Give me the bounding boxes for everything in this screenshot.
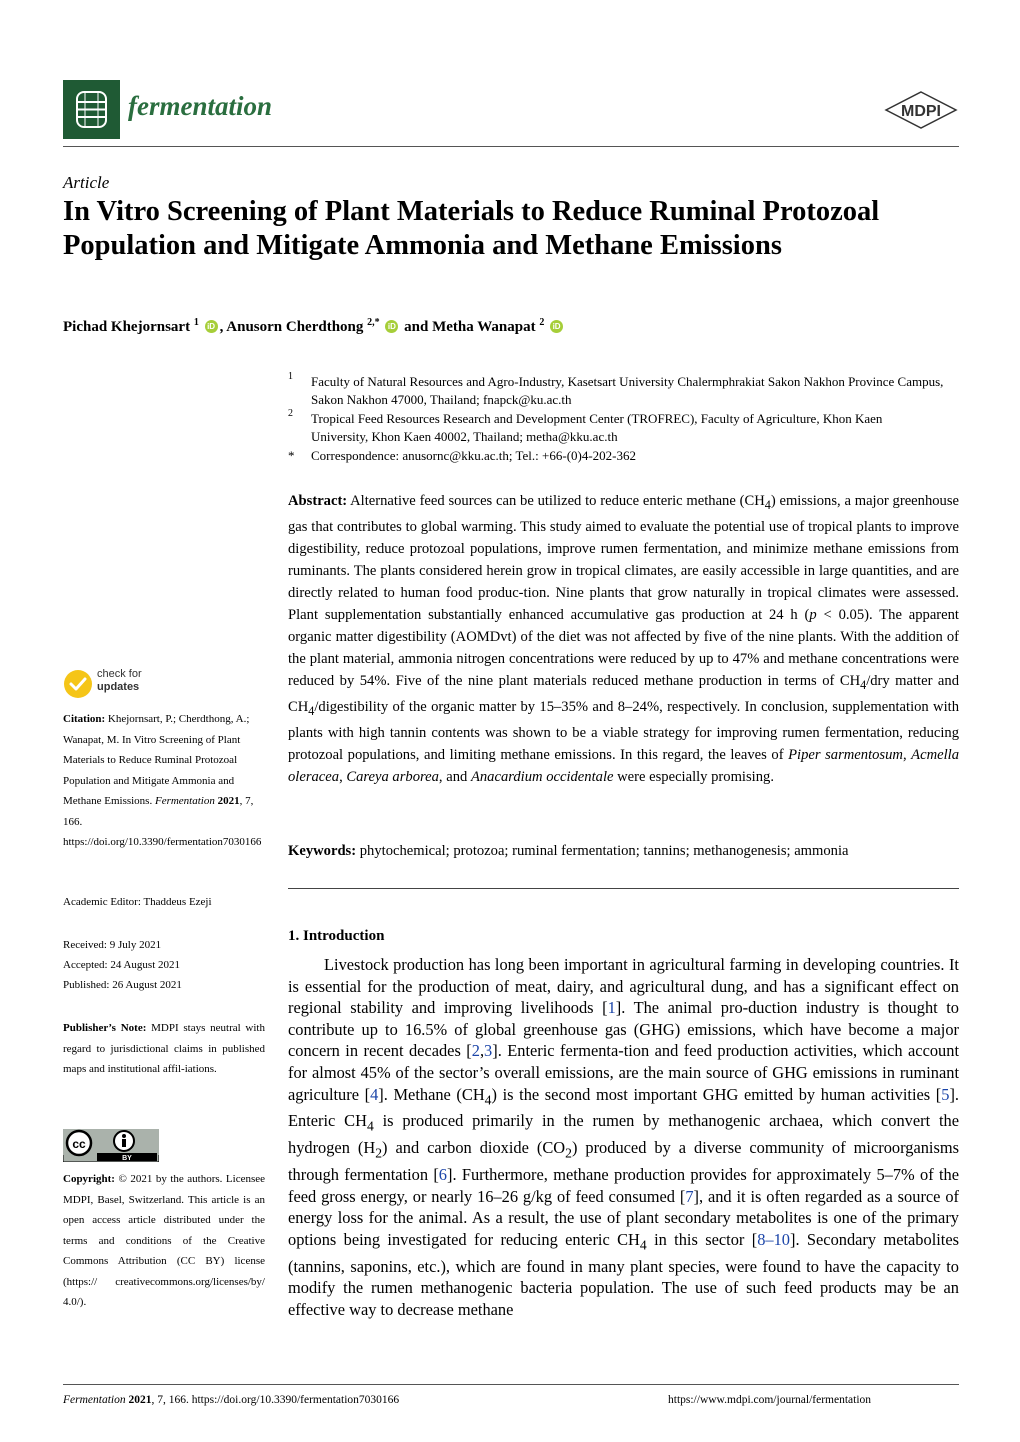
orcid-icon[interactable]: iD [550,320,563,333]
journal-name: fermentation [128,91,273,121]
check-updates-line1: check for [97,668,142,680]
body-text: Livestock production has long been important in agricultural farming in developing countries. It is essential for the production of meat, dairy, and agricultural dung, and has a significant effect on regional stability and improving livelihoods [ [288,955,959,1018]
abstract-text: ) emissions, a major greenhouse gas that contributes to global warming. This study aimed to evaluate the potential use of tropical plants to improve digestibility, reduce protozoal populations, improve rumen fermentation, and minimize methane emissions from ruminants. The plants considered herein grow in tropical climates, are easily accessible in large quantities, and are directly related to human food produc-tion. Nine plants that grow naturally in tropical climates were assessed. Plant supplementation substantially enhanced accumulative gas production at 24 h ( [288,493,959,623]
author-affiliation-mark: 1 [193,317,199,328]
received-date: Received: 9 July 2021 [63,939,162,951]
publisher-note [63,1018,265,1080]
species-name: Careya arborea [346,768,439,785]
citation-journal: Fermentation [154,795,215,807]
author-name[interactable]: Pichad Khejornsart [63,319,191,335]
header-divider [63,146,959,147]
abstract-text: < 0.05). The apparent organic matter digestibility (AOMDvt) of the diet was not affected by five of the nine plants. With the addition of the plant material, ammonia nitrogen concentrations were reduced by up to 47% and methane concentrations were reduced by 54%. Five of the nine plant materials reduced methane production in terms of CH [288,606,959,689]
body-text: ]. The animal pro-duction industry is thought to contribute up to 16.5% of global greenhouse gas (GHG) emissions, which have become a major concern in recent decades [ [288,998,959,1061]
introduction-body [288,954,959,1321]
check-updates-icon [63,669,93,699]
abstract [288,490,959,788]
reference-link[interactable]: 7 [685,1186,694,1206]
affiliation-1: Faculty of Natural Resources and Agro-Industry, Kasetsart University Chalermphrakiat Sakon Nakhon Province Campus, Sakon Nakhon 47000, Thailand; fnapck@ku.ac.th [311,374,944,407]
body-text: ]. Secondary metabolites (tannins, saponins, etc.), which are found in many plant species, were found to have the capacity to modify the rumen methanogenic bacteria population. The use of such feed products may be an effective way to decrease methane [288,1229,960,1320]
footer-doi[interactable]: , 7, 166. https://doi.org/10.3390/fermentation7030166 [151,1394,400,1406]
body-text: is produced primarily in the rumen by methanogenic archaea, which convert the hydrogen (H [288,1111,959,1158]
affiliation-mark: 1 [288,371,293,382]
orcid-icon[interactable]: iD [205,320,218,333]
body-text: , [479,1041,485,1061]
article-title: In Vitro Screening of Plant Materials to Reduce Ruminal Protozoal Population and Mitigate Ammonia and Methane Emissions [63,196,880,261]
subscript: 2 [565,1145,572,1161]
body-text: ], and it is often regarded as a source of energy loss for the animal. As a result, the use of plant secondary metabolites is one of the primary options being investigated for reducing enteric CH [288,1186,959,1249]
publisher-note-label: Publisher’s Note: [63,1022,147,1034]
body-text: ]. Enteric fermenta-tion and feed production activities, which account for almost 45% of the sector’s overall emissions, are the main source of GHG emissions in ruminant agriculture [ [288,1041,959,1104]
subscript: 4 [484,1091,492,1107]
author-name[interactable]: Metha Wanapat [432,319,536,335]
keywords-label: Keywords: [288,843,357,859]
copyright-notice [63,1169,265,1313]
body-text: ]. Furthermore, methane production provides for approximately 5–7% of the feed gross energy, or nearly 16–26 g/kg of feed consumed [ [288,1165,959,1206]
cc-by-license-icon[interactable] [63,1129,159,1162]
keywords [288,843,959,860]
academic-editor: Academic Editor: Thaddeus Ezeji [63,896,212,908]
copyright-label: Copyright: [63,1173,115,1185]
subscript: 4 [366,1118,374,1134]
separator: , and [438,768,471,785]
author-affiliation-mark: 2,* [367,317,380,328]
reference-dash: – [765,1229,774,1249]
reference-link[interactable]: 3 [484,1041,493,1061]
affiliation-mark: 2 [288,408,293,419]
reference-link[interactable]: 5 [941,1084,950,1104]
citation-year: 2021 [217,795,240,807]
article-type: Article [63,173,110,192]
separator: , [902,746,912,763]
citation-block [63,709,265,853]
reference-link[interactable]: 4 [370,1084,379,1104]
body-text: ]. Enteric CH [288,1084,960,1131]
body-text: ) is the second most important GHG emitted by human activities [ [491,1084,942,1104]
reference-link[interactable]: 10 [773,1229,790,1249]
subscript: 4 [764,497,771,512]
footer-divider [63,1384,959,1385]
body-text: ) and carbon dioxide (CO [382,1138,566,1158]
subscript: 4 [308,703,315,718]
subscript: 4 [860,677,867,692]
author-separator: and [400,319,433,335]
correspondence-mark: * [288,448,295,463]
footer-citation [63,1394,399,1406]
abstract-text: Alternative feed sources can be utilized to reduce enteric methane (CH [347,493,765,509]
accepted-date: Accepted: 24 August 2021 [63,959,181,971]
abstract-italic: p [809,606,817,623]
subscript: 2 [375,1145,383,1161]
species-name: Piper sarmentosum [788,746,903,763]
affiliation-2: Tropical Feed Resources Research and Development Center (TROFREC), Faculty of Agriculture, Khon Kaen University, Khon Kaen 40002, Thailand; metha@kku.ac.th [311,411,883,444]
author-list [63,317,565,336]
section-heading: 1. Introduction [288,928,385,944]
body-text: ]. Methane (CH [378,1084,485,1104]
abstract-text: /dry matter and CH [288,672,959,715]
check-updates-line2: updates [97,681,140,693]
reference-link[interactable]: 8 [757,1229,766,1249]
keywords-list: phytochemical; protozoa; ruminal fermentation; tannins; methanogenesis; ammonia [356,843,849,859]
species-name: Anacardium occidentale [470,768,614,785]
reference-link[interactable]: 2 [471,1041,480,1061]
citation-doi[interactable]: , 7, 166. https://doi.org/10.3390/fermentation7030166 [63,795,262,848]
abstract-label: Abstract: [288,493,348,509]
footer-year: 2021 [128,1394,152,1406]
copyright-text: © 2021 by the authors. Licensee MDPI, Basel, Switzerland. This article is an open access article distributed under the terms and conditions of the Creative Commons Attribution (CC BY) license (https:// creativecommons.org/licenses/by/ 4.0/). [63,1173,265,1308]
mdpi-logo-text: MDPI [901,103,941,120]
journal-logo-icon [63,80,120,139]
reference-link[interactable]: 1 [607,998,616,1018]
published-date: Published: 26 August 2021 [63,979,182,991]
orcid-icon[interactable]: iD [385,320,398,333]
abstract-text: were especially promising. [613,768,774,785]
check-for-updates-button[interactable] [63,667,213,701]
citation-label: Citation: [63,713,106,725]
publisher-note-text: MDPI stays neutral with regard to jurisdictional claims in published maps and institutional affil-iations. [63,1022,265,1075]
body-text: ) produced by a diverse community of microorganisms through fermentation [ [288,1138,959,1185]
author-affiliation-mark: 2 [539,317,545,328]
separator: , [339,768,347,785]
reference-link[interactable]: 6 [438,1165,447,1185]
subscript: 4 [639,1237,647,1253]
abstract-text: /digestibility of the organic matter by 15–35% and 8–24%, respectively. In conclusion, supplementation with plants with high tannin contents was shown to be a viable strategy for improving rumen fermentation, reducing protozoal populations, and limiting methane emissions. In this regard, the leaves of [288,698,959,763]
citation-text: Khejornsart, P.; Cherdthong, A.; Wanapat, M. In Vitro Screening of Plant Materials to Reduce Ruminal Protozoal Population and Mitigate Ammonia and Methane Emissions. [63,713,250,807]
footer-journal-url[interactable]: https://www.mdpi.com/journal/fermentation [668,1394,872,1406]
mdpi-logo-icon [884,91,958,129]
footer-journal: Fermentation [63,1394,126,1406]
svg-text:cc: cc [72,1137,86,1151]
correspondence: Correspondence: anusornc@kku.ac.th; Tel.: +66-(0)4-202-362 [311,448,637,463]
species-name: Acmella oleracea [288,746,959,785]
author-separator: , [219,319,227,335]
cc-by-label: BY [122,1155,132,1162]
keywords-divider [288,888,959,889]
author-name[interactable]: Anusorn Cherdthong [226,319,364,335]
body-text: in this sector [ [646,1229,758,1249]
